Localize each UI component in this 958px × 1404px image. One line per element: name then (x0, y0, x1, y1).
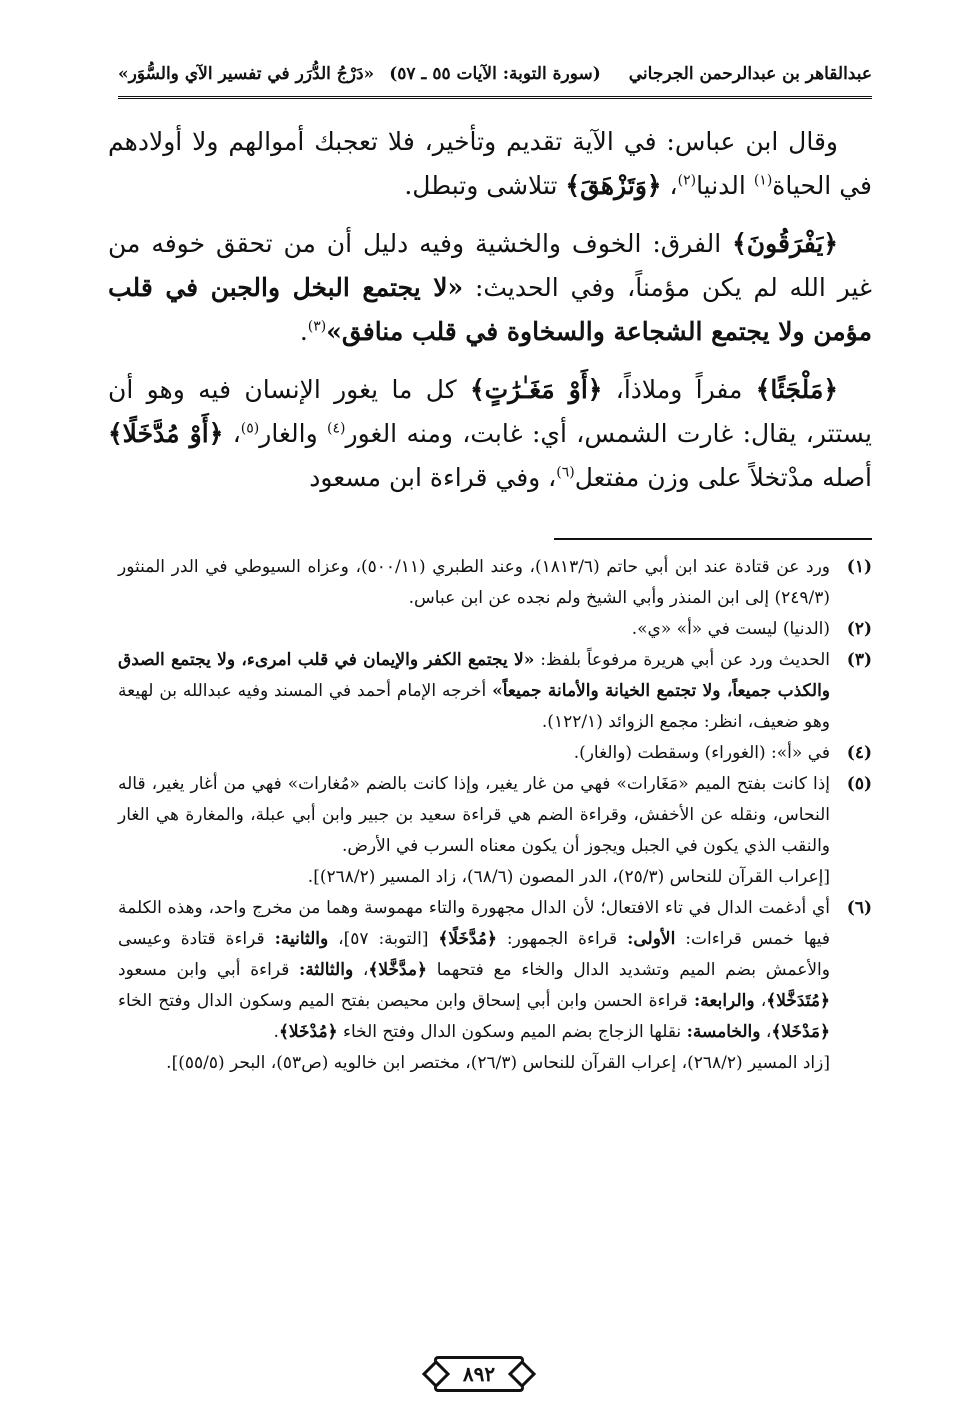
footnote-ref-1: (١) (753, 172, 773, 189)
quran-word: ﴿وَتَزْهَقَ﴾ (565, 171, 662, 200)
paragraph-text: الدنيا (696, 171, 754, 200)
page-number-container (0, 1356, 958, 1392)
footnote-ref-2: (٢) (677, 172, 697, 189)
reading-label: والخامسة: (686, 1022, 761, 1042)
header-surah-verses: (سورة التوبة: الآيات ٥٥ ـ ٥٧) (389, 64, 601, 84)
header-book-title: «دَرْجُ الدُّرَر في تفسير الآي والسُّوَر» (118, 64, 375, 84)
footnote-text-part: الحديث ورد عن أبي هريرة مرفوعاً بلفظ: (534, 650, 830, 670)
main-text (108, 120, 872, 514)
hadith-quote: «لا يجتمع البخل والجبن في قلب مؤمن ولا يجتمع الشجاعة والسخاوة في قلب منافق» (108, 273, 872, 346)
footnote-ref-3: (٣) (307, 318, 327, 335)
quran-word: ﴿مُدَّخَلًا﴾ (438, 929, 497, 949)
quran-word: ﴿مُدْخَلا﴾ (278, 1022, 338, 1042)
paragraph-text: أصله مدْتخلاً على وزن مفتعل (574, 463, 872, 492)
footnote-4 (118, 738, 872, 769)
page-number: ٨٩٢ (434, 1356, 524, 1392)
footnote-separator (554, 538, 872, 540)
reading-label: الأولى: (627, 929, 676, 949)
paragraph-text: مفراً وملاذاً، (602, 375, 756, 404)
footnote-text-part: نقلها الزجاج بضم الميم وسكون الدال وفتح الخاء (337, 1022, 687, 1042)
footnote-ref-6: (٦) (556, 464, 575, 481)
paragraph-text: كل ما يغور الإنسان فيه وهو أن يستتر، يقال: غارت الشمس، أي: غابت، ومنه الغور (108, 375, 872, 448)
reading-label: والرابعة: (694, 991, 755, 1011)
footnote-ref-4: (٤) (327, 420, 346, 437)
footnote-number: (٤) (846, 743, 872, 763)
paragraph-text: ، وفي قراءة ابن مسعود (309, 463, 557, 492)
quran-word: ﴿مدَّخَّلا﴾ (368, 960, 427, 980)
paragraph-2 (108, 222, 872, 354)
footnote-text-part: قراءة قتادة وعيسى والأعمش بضم الميم وتشديد الدال والخاء مع فتحهما (118, 929, 830, 980)
footnote-1 (118, 552, 872, 614)
paragraph-3 (108, 368, 872, 500)
reading-label: والثانية: (274, 929, 329, 949)
footnote-text-part: قراءة الحسن وابن أبي إسحاق وابن محيصن بفتح الميم وسكون الدال وفتح الخاء (118, 991, 695, 1011)
paragraph-text: الفرق: الخوف والخشية وفيه دليل أن من تحقق خوفه من غير الله لم يكن مؤمناً، وفي الحديث: (108, 229, 872, 302)
footnote-text-part: قراءة الجمهور: (496, 929, 628, 949)
footnote-number: (٦) (846, 898, 872, 918)
footnote-ref-5: (٥) (240, 420, 260, 437)
footnote-text-part: أي أدغمت الدال في تاء الافتعال؛ لأن الدال مجهورة والتاء مهموسة وهما من مخرج واحد، وهذه الكلمة فيها خمس قراءات: (118, 898, 831, 949)
paragraph-text: ، (223, 419, 241, 448)
footnote-text-part: ، (760, 1022, 772, 1042)
footnote-text-part: [التوبة: ٥٧]، (328, 929, 439, 949)
footnote-text: ورد عن قتادة عند ابن أبي حاتم (١٨١٣/٦)، وعند الطبري (٥٠٠/١١)، وعزاه السيوطي في الدر المنثور (٢٤٩/٣) إلى ابن المنذر وأبي الشيخ ولم نجده عن ابن عباس. (118, 557, 830, 608)
footnote-text-part: ، (353, 960, 369, 980)
quran-word: ﴿يَفْرَقُونَ﴾ (732, 229, 838, 258)
footnotes (118, 552, 872, 1079)
footnote-text: في «أ»: (الغوراء) وسقطت (والغار). (573, 743, 830, 763)
quran-word: ﴿مَلْجَئًا﴾ (755, 375, 838, 404)
footnote-text-part: ، (754, 991, 767, 1011)
footnote-text-part: . (273, 1022, 279, 1042)
footnote-text-part: قراءة أبي وابن مسعود (118, 960, 300, 980)
paragraph-text: والغار (259, 419, 328, 448)
footnote-text: إذا كانت بفتح الميم «مَغَارات» فهي من غار يغير، وإذا كانت بالضم «مُغارات» فهي من أغار يغير، قاله النحاس، ونقله عن الأخفش، وقراءة الضم هي قراءة سعيد بن جبير وابن أبي عبلة، والمغارة هي الغار والنقب الذي يكون في الجبل ويجوز أن يكون معناه السرب في الأرض. (118, 774, 830, 856)
paragraph-text: ، (661, 171, 678, 200)
quran-word: ﴿أَوْ مَغَـٰرَٰتٍ﴾ (469, 375, 603, 404)
footnote-number: (١) (846, 557, 872, 577)
footnote-number: (٥) (846, 774, 872, 794)
hadith-quote: «لا يجتمع الكفر والإيمان في قلب امرىء، ولا يجتمع الصدق والكذب جميعاً، ولا تجتمع الخيانة والأمانة جميعاً» (118, 650, 830, 701)
footnote-text (118, 893, 830, 1048)
footnote-5 (118, 769, 872, 862)
header-author: عبدالقاهر بن عبدالرحمن الجرجاني (628, 64, 872, 84)
footnote-6 (118, 893, 872, 1048)
paragraph-text: تتلاشى وتبطل. (404, 171, 566, 200)
footnote-text: (الدنيا) ليست في «أ» «ي». (631, 619, 830, 639)
quran-word: ﴿مُتَدَخَّلا﴾ (766, 991, 830, 1011)
header-rule (118, 96, 872, 99)
quran-word: ﴿مَدْخَلا﴾ (771, 1022, 830, 1042)
paragraph-1 (108, 120, 872, 208)
footnote-number: (٢) (846, 619, 872, 639)
footnote-text (118, 645, 830, 738)
quran-word: ﴿أَوْ مُدَّخَلًا﴾ (108, 419, 224, 448)
footnote-text-part: أخرجه الإمام أحمد في المسند وفيه عبدالله بن لهيعة وهو ضعيف، انظر: مجمع الزوائد (١٢٢/١). (118, 681, 830, 732)
reading-label: والثالثة: (299, 960, 354, 980)
paragraph-text: . (299, 317, 308, 346)
footnote-number: (٣) (846, 650, 872, 670)
footnote-2 (118, 614, 872, 645)
paragraph-text: وقال ابن عباس: في الآية تقديم وتأخير، فلا تعجبك أموالهم ولا أولادهم في الحياة (108, 127, 872, 200)
footnote-5-references: [إعراب القرآن للنحاس (٢٥/٣)، الدر المصون (٦٨/٦)، زاد المسير (٢٦٨/٢)]. (307, 867, 830, 887)
footnote-3 (118, 645, 872, 738)
running-header (118, 58, 872, 98)
footnote-6-references: [زاد المسير (٢٦٨/٢)، إعراب القرآن للنحاس (٢٦/٣)، مختصر ابن خالويه (ص٥٣)، البحر (٥٥/٥)]. (166, 1053, 830, 1073)
